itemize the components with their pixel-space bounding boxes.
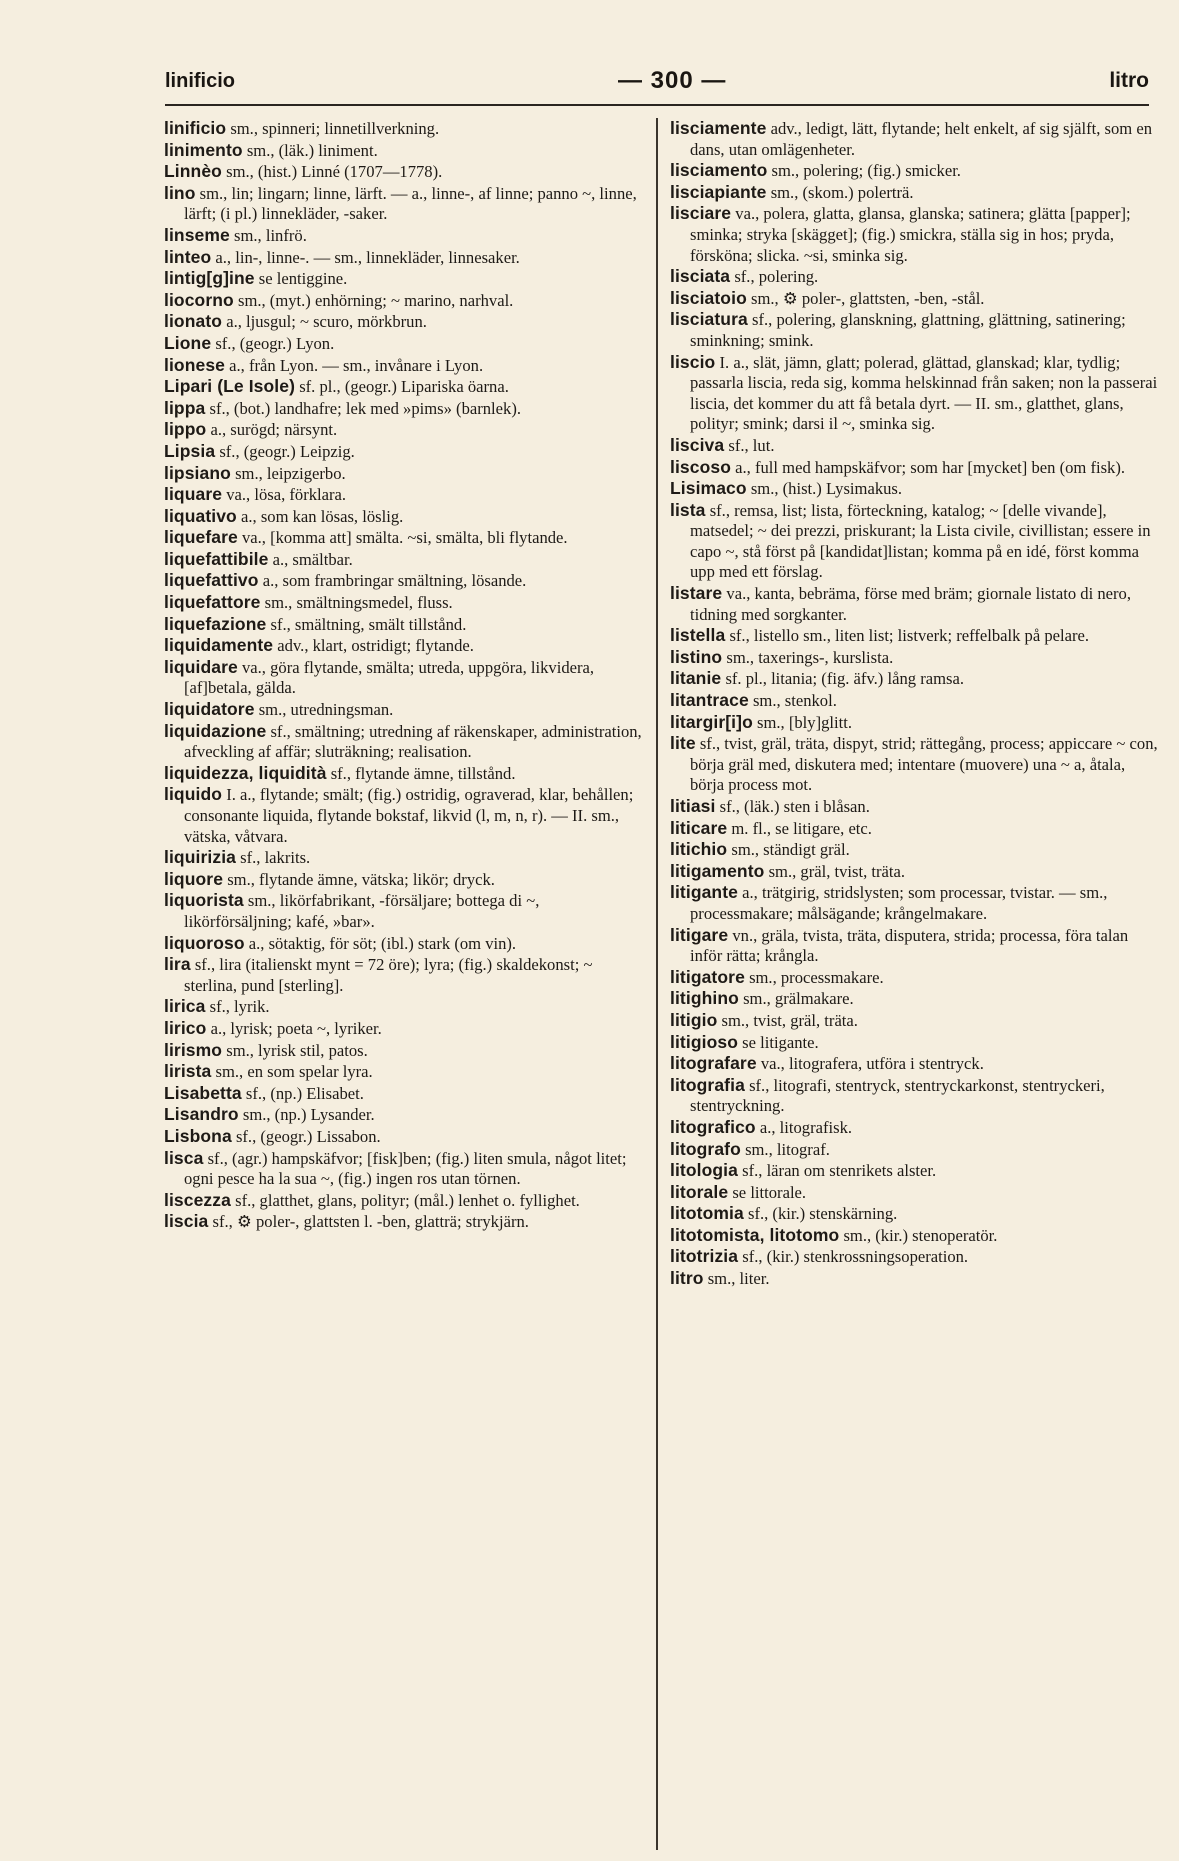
entry-definition: sm., leipzigerbo. [235, 463, 346, 483]
entry-definition: sm., linfrö. [234, 225, 307, 245]
entry-headword: linseme [164, 224, 230, 245]
dictionary-entry [164, 1126, 644, 1148]
entry-headword: liquidazione [164, 720, 267, 741]
dictionary-entry [670, 882, 1162, 924]
dictionary-entry [164, 398, 644, 420]
entry-headword: liscoso [670, 456, 732, 477]
dictionary-entry [670, 1053, 1162, 1075]
dictionary-entry [670, 733, 1162, 796]
dictionary-entry [670, 1160, 1162, 1182]
entry-definition: sf., (geogr.) Lissabon. [235, 1126, 381, 1146]
dictionary-entry [164, 699, 644, 721]
entry-definition: sm., (np.) Lysander. [242, 1105, 375, 1125]
entry-definition: sm., grälmakare. [743, 989, 854, 1009]
entry-headword: Lisandro [164, 1104, 239, 1125]
entry-definition: a., surögd; närsynt. [210, 420, 338, 440]
page-number: — 300 — [617, 67, 727, 94]
entry-definition: va., polera, glatta, glansa, glanska; satinera; glätta [papper]; sminka; stryka [skägget]; (fig.) smickra, ställa sig in hos; pryda, försköna; slicka. ~si, sminka sig. [690, 204, 1131, 265]
entry-headword: liquefattore [164, 592, 261, 613]
dictionary-entry [164, 225, 644, 247]
entry-definition: sf., (bot.) landhafre; lek med »pims» (barnlek). [209, 398, 521, 418]
dictionary-entry [670, 625, 1162, 647]
entry-definition: sm., gräl, tvist, träta. [768, 861, 906, 881]
dictionary-entry [164, 419, 644, 441]
dictionary-entry [670, 839, 1162, 861]
entry-headword: litiasi [670, 796, 716, 816]
entry-definition: a., lyrisk; poeta ~, lyriker. [210, 1018, 382, 1038]
entry-definition: sf., remsa, list; lista, förteckning, katalog; ~ [delle vivande], matsedel; ~ dei prezzi, priskurant; la Lista civile, civillistan; essere in capo ~, stå först på [kandidat]listan; komma på en idé, först komma upp med ett förslag. [690, 500, 1151, 582]
entry-headword: lipsiano [164, 462, 231, 483]
page-header [165, 62, 1149, 100]
entry-headword: lisciva [670, 434, 725, 455]
entry-definition: a., full med hampskäfvor; som har [mycket] ben (om fisk). [735, 457, 1126, 477]
dictionary-entry [670, 1139, 1162, 1161]
dictionary-entry [164, 161, 644, 183]
dictionary-entry [670, 160, 1162, 182]
entry-definition: a., som frambringar smältning, lösande. [262, 571, 527, 591]
entry-headword: lisciata [670, 266, 731, 287]
entry-definition: sm., litograf. [745, 1139, 830, 1159]
dictionary-entry [164, 506, 644, 528]
entry-headword: Lipsia [164, 440, 216, 461]
entry-headword: lisciamente [670, 118, 767, 138]
entry-headword: litigatore [670, 966, 745, 987]
entry-definition: sm., spinneri; linnetillverkning. [230, 119, 440, 138]
entry-headword: lisciatoio [670, 287, 747, 308]
header-rule [165, 104, 1149, 106]
entry-definition: sm., en som spelar lyra. [215, 1062, 373, 1082]
entry-definition: sf., (kir.) stenkrossningsoperation. [742, 1247, 969, 1267]
entry-headword: liquefattibile [164, 548, 269, 569]
dictionary-entry [670, 925, 1162, 967]
dictionary-entry [670, 861, 1162, 883]
entry-headword: liquidare [164, 656, 238, 677]
entry-headword: liquativo [164, 505, 237, 526]
dictionary-entry [164, 290, 644, 312]
dictionary-entry [164, 1083, 644, 1105]
entry-definition: sf., listello sm., liten list; listverk; reffelbalk på pelare. [729, 626, 1090, 646]
entry-definition: sf., ⚙ poler-, glattsten l. -ben, glatträ; strykjärn. [212, 1212, 529, 1232]
entry-headword: lisciapiante [670, 181, 767, 202]
entry-headword: Lisbona [164, 1125, 232, 1146]
header-first-word: linificio [165, 69, 235, 92]
entry-definition: sf., polering, glanskning, glattning, glättning, satinering; sminkning; smink. [690, 310, 1126, 350]
entry-definition: va., kanta, bebräma, förse med bräm; giornale listato di nero, tidning med sorgkanter. [690, 584, 1131, 624]
entry-headword: lionese [164, 354, 226, 375]
entry-headword: lisca [164, 1147, 204, 1168]
entry-definition: sf., polering. [734, 267, 819, 287]
dictionary-entry [670, 266, 1162, 288]
entry-definition: sm., utredningsman. [258, 700, 394, 720]
entry-headword: liquirizia [164, 847, 236, 868]
dictionary-entry [164, 311, 644, 333]
entry-definition: va., lösa, förklara. [226, 485, 347, 505]
dictionary-entry [670, 203, 1162, 266]
entry-definition: sm., ⚙ poler-, glattsten, -ben, -stål. [751, 288, 985, 308]
entry-definition: a., lin-, linne-. — sm., linnekläder, linnesaker. [215, 247, 520, 267]
entry-headword: litotomia [670, 1203, 744, 1224]
header-last-word: litro [1109, 69, 1149, 92]
entry-headword: lisciatura [670, 309, 748, 330]
entry-headword: lirista [164, 1061, 212, 1082]
entry-headword: liscezza [164, 1189, 231, 1210]
entry-definition: sf. pl., (geogr.) Lipariska öarna. [299, 377, 509, 397]
entry-definition: sm., [bly]glitt. [757, 712, 852, 732]
entry-headword: lira [164, 954, 191, 975]
dictionary-entry [164, 549, 644, 571]
dictionary-entry [164, 954, 644, 996]
entry-definition: sf., lut. [728, 435, 775, 455]
dictionary-entry [164, 1061, 644, 1083]
entry-definition: sf., tvist, gräl, träta, dispyt, strid; rättegång, process; appiccare ~ con, börja gräl med, diskutera med; intentare (muovere) una ~ a, åtala, börja process mot. [690, 734, 1158, 795]
entry-headword: litografia [670, 1074, 745, 1095]
entry-definition: sf., smältning, smält tillstånd. [270, 614, 467, 634]
entry-headword: liquorista [164, 890, 244, 911]
entry-definition: sf., (np.) Elisabet. [245, 1083, 364, 1103]
dictionary-entry [670, 352, 1162, 435]
entry-headword: lionato [164, 311, 223, 332]
dictionary-entry [164, 635, 644, 657]
entry-definition: va., [komma att] smälta. ~si, smälta, bli flytande. [242, 528, 568, 548]
entry-headword: liquidatore [164, 699, 255, 720]
entry-headword: liscia [164, 1211, 209, 1232]
entry-headword: liquidamente [164, 635, 274, 656]
entry-headword: litigante [670, 882, 738, 903]
entry-definition: sm., (hist.) Lysimakus. [750, 479, 903, 499]
entry-headword: Lione [164, 332, 212, 353]
entry-definition: a., litografisk. [759, 1117, 853, 1137]
entry-definition: sm., flytande ämne, vätska; likör; dryck. [227, 869, 495, 889]
dictionary-entry [164, 869, 644, 891]
entry-definition: sf. pl., litania; (fig. äfv.) lång ramsa. [725, 669, 964, 689]
dictionary-entry [164, 890, 644, 932]
entry-headword: lirismo [164, 1039, 223, 1060]
entry-headword: litotrizia [670, 1246, 739, 1267]
entry-definition: sf., lyrik. [209, 997, 270, 1017]
entry-headword: litargir[i]o [670, 711, 753, 732]
dictionary-entry [164, 763, 644, 785]
dictionary-entry [164, 1211, 644, 1233]
entry-definition: sf., smältning; utredning af räkenskaper, administration, afveckling af affär; sluträkning; realisation. [184, 721, 642, 762]
dictionary-entry [164, 721, 644, 763]
entry-definition: sm., (hist.) Linné (1707—1778). [226, 162, 443, 182]
entry-headword: listino [670, 646, 723, 667]
dictionary-entry [164, 592, 644, 614]
dictionary-entry [164, 484, 644, 506]
entry-headword: lippa [164, 397, 206, 418]
entry-definition: sf., läran om stenrikets alster. [742, 1161, 937, 1181]
dictionary-entry [670, 818, 1162, 840]
entry-definition: sm., polering; (fig.) smicker. [771, 161, 961, 181]
entry-definition: sf., lira (italienskt mynt = 72 öre); lyra; (fig.) skaldekonst; ~ sterlina, pund [sterling]. [184, 955, 593, 995]
entry-headword: Lipari (Le Isole) [164, 376, 296, 397]
entry-definition: sf., (kir.) stenskärning. [747, 1204, 898, 1224]
dictionary-entry [670, 118, 1162, 160]
entry-headword: linimento [164, 139, 243, 160]
dictionary-entry [670, 478, 1162, 500]
entry-definition: sm., (läk.) liniment. [246, 140, 378, 160]
dictionary-entry [164, 996, 644, 1018]
entry-definition: sf., flytande ämne, tillstånd. [330, 763, 516, 783]
entry-definition: sf., (läk.) sten i blåsan. [719, 797, 870, 816]
dictionary-entry [164, 376, 644, 398]
entry-definition: sf., lakrits. [240, 848, 311, 868]
dictionary-entry [670, 457, 1162, 479]
dictionary-entry [164, 614, 644, 636]
dictionary-entry [164, 1104, 644, 1126]
dictionary-entry [164, 118, 644, 140]
entry-definition: adv., ledigt, lätt, flytande; helt enkelt, af sig själft, som en dans, utan omlägenheter. [690, 119, 1152, 159]
entry-headword: lisciamento [670, 160, 768, 181]
dictionary-entry [670, 1075, 1162, 1117]
entry-headword: liticare [670, 817, 728, 838]
entry-definition: a., trätgirig, stridslysten; som processar, tvistar. — sm., processmakare; målsägande; krångelmakare. [690, 883, 1108, 923]
dictionary-entry [670, 309, 1162, 351]
entry-definition: va., litografera, utföra i stentryck. [760, 1054, 984, 1074]
entry-definition: vn., gräla, tvista, träta, disputera, strida; processa, föra talan inför rätta; krångla. [690, 925, 1129, 966]
dictionary-entry [670, 967, 1162, 989]
entry-headword: listella [670, 625, 726, 646]
entry-definition: I. a., flytande; smält; (fig.) ostridig, ograverad, klar, behållen; consonante liquida, flytande bokstaf, likvid (l, m, n, r). — II. sm., vätska, våtvara. [184, 785, 634, 846]
entry-definition: sf., litografi, stentryck, stentryckarkonst, stentryckeri, stentryckning. [690, 1075, 1105, 1116]
dictionary-entry [670, 1010, 1162, 1032]
entry-definition: sm., processmakare. [749, 967, 884, 987]
entry-definition: a., smältbar. [272, 549, 353, 569]
entry-definition: sm., (skom.) polerträ. [770, 182, 914, 202]
dictionary-entry [670, 500, 1162, 583]
entry-headword: lintig[g]ine [164, 268, 255, 289]
entry-headword: liquefazione [164, 613, 267, 634]
entry-headword: liquoroso [164, 932, 245, 953]
entry-headword: litigioso [670, 1031, 738, 1052]
entry-definition: sm., stenkol. [752, 691, 837, 711]
dictionary-entry [164, 268, 644, 290]
entry-headword: listare [670, 583, 723, 604]
dictionary-entry [164, 933, 644, 955]
entry-headword: litichio [670, 839, 728, 860]
dictionary-entry [164, 355, 644, 377]
entry-definition: se litigante. [742, 1032, 819, 1052]
entry-headword: litantrace [670, 690, 749, 711]
dictionary-entry [164, 247, 644, 269]
dictionary-entry [670, 796, 1162, 818]
dictionary-entry [670, 1225, 1162, 1247]
entry-definition: sm., lyrisk stil, patos. [226, 1040, 368, 1060]
dictionary-entry [164, 657, 644, 699]
dictionary-entry [670, 1246, 1162, 1268]
entry-definition: I. a., slät, jämn, glatt; polerad, glättad, glanskad; klar, tydlig; passarla liscia, reda sig, komma helskinnad från saken; non la passerai liscia, det kommer du att få betala dyrt. — II. sm., glatthet, glans, polityr; smink; darsi il ~, sminka sig. [690, 352, 1158, 434]
dictionary-entry [670, 435, 1162, 457]
entry-definition: a., sötaktig, för söt; (ibl.) stark (om vin). [248, 933, 517, 953]
entry-headword: litigamento [670, 860, 765, 881]
entry-headword: linificio [164, 118, 227, 138]
entry-definition: sm., liter. [707, 1269, 770, 1289]
entry-headword: litigare [670, 924, 729, 945]
dictionary-entry [164, 183, 644, 225]
entry-definition: se littorale. [732, 1182, 807, 1202]
dictionary-entry [164, 463, 644, 485]
dictionary-entry [164, 527, 644, 549]
entry-headword: litigio [670, 1009, 718, 1030]
dictionary-entry [670, 182, 1162, 204]
entry-headword: lite [670, 733, 696, 754]
entry-definition: a., från Lyon. — sm., invånare i Lyon. [229, 355, 484, 375]
entry-headword: lisciare [670, 203, 732, 224]
entry-headword: litanie [670, 668, 722, 689]
entry-headword: liquare [164, 484, 223, 505]
entry-headword: lino [164, 182, 196, 203]
dictionary-entry [164, 1190, 644, 1212]
entry-headword: liquefattivo [164, 570, 259, 591]
right-column [670, 118, 1162, 1858]
entry-definition: sm., (myt.) enhörning; ~ marino, narhval. [237, 290, 514, 310]
entry-definition: sm., (kir.) stenoperatör. [843, 1225, 998, 1245]
entry-definition: sm., ständigt gräl. [731, 840, 850, 860]
entry-definition: va., göra flytande, smälta; utreda, uppgöra, likvidera, [af]betala, gälda. [184, 657, 595, 698]
entry-headword: litotomista, litotomo [670, 1224, 840, 1245]
entry-definition: adv., klart, ostridigt; flytande. [277, 636, 474, 656]
dictionary-entry [164, 1018, 644, 1040]
dictionary-entry [670, 1268, 1162, 1290]
entry-headword: litografare [670, 1053, 757, 1074]
entry-headword: litorale [670, 1181, 729, 1202]
dictionary-entry [670, 1182, 1162, 1204]
entry-headword: liquefare [164, 527, 238, 548]
entry-headword: liocorno [164, 289, 234, 310]
entry-definition: sf., (geogr.) Lyon. [215, 333, 335, 353]
dictionary-entry [670, 647, 1162, 669]
dictionary-entry [164, 333, 644, 355]
entry-definition: m. fl., se litigare, etc. [731, 818, 872, 838]
entry-headword: litografo [670, 1138, 741, 1159]
dictionary-entry [670, 988, 1162, 1010]
entry-headword: lirica [164, 996, 206, 1017]
dictionary-entry [670, 1117, 1162, 1139]
entry-definition: sm., lin; lingarn; linne, lärft. — a., linne-, af linne; panno ~, linne, lärft; (i pl.) linnekläder, -saker. [184, 183, 637, 224]
entry-definition: sm., tvist, gräl, träta. [721, 1010, 858, 1030]
entry-definition: sf., (geogr.) Leipzig. [219, 441, 355, 461]
entry-headword: lirico [164, 1017, 207, 1038]
left-column [164, 118, 644, 1858]
dictionary-entry [164, 784, 644, 847]
entry-headword: Lisimaco [670, 478, 747, 499]
entry-headword: liquore [164, 868, 224, 889]
dictionary-entry [164, 441, 644, 463]
dictionary-entry [164, 1040, 644, 1062]
entry-definition: se lentiggine. [258, 269, 348, 289]
entry-headword: litografico [670, 1116, 756, 1137]
dictionary-entry [670, 668, 1162, 690]
dictionary-entry [670, 1032, 1162, 1054]
dictionary-entry [670, 583, 1162, 625]
entry-headword: linteo [164, 246, 212, 267]
dictionary-entry [164, 847, 644, 869]
entry-headword: lista [670, 499, 706, 520]
entry-headword: Linnèo [164, 161, 222, 182]
entry-definition: sm., taxerings-, kurslista. [726, 647, 894, 667]
entry-definition: a., som kan lösas, löslig. [241, 506, 404, 526]
entry-definition: sf., (agr.) hampskäfvor; [fisk]ben; (fig.) liten smula, något litet; ogni pesce ha la sua ~, (fig.) ingen ros utan törnen. [184, 1148, 627, 1189]
entry-headword: liscio [670, 351, 716, 372]
entry-definition: sm., likörfabrikant, -försäljare; bottega di ~, likörförsäljning; kafé, »bar». [184, 891, 540, 931]
dictionary-entry [164, 1148, 644, 1190]
entry-definition: sf., glatthet, glans, polityr; (mål.) lenhet o. fyllighet. [235, 1190, 580, 1210]
dictionary-entry [670, 690, 1162, 712]
dictionary-entry [164, 570, 644, 592]
dictionary-entry [670, 288, 1162, 310]
entry-definition: a., ljusgul; ~ scuro, mörkbrun. [226, 312, 427, 332]
entry-headword: litighino [670, 988, 739, 1009]
entry-headword: lippo [164, 419, 207, 440]
entry-definition: sm., smältningsmedel, fluss. [264, 593, 453, 613]
column-divider [656, 118, 658, 1850]
entry-headword: Lisabetta [164, 1082, 242, 1103]
dictionary-entry [670, 712, 1162, 734]
entry-headword: litro [670, 1268, 704, 1289]
dictionary-entry [670, 1203, 1162, 1225]
entry-headword: liquidezza, liquidità [164, 762, 327, 783]
entry-headword: litologia [670, 1160, 738, 1181]
entry-headword: liquido [164, 784, 223, 805]
dictionary-entry [164, 140, 644, 162]
